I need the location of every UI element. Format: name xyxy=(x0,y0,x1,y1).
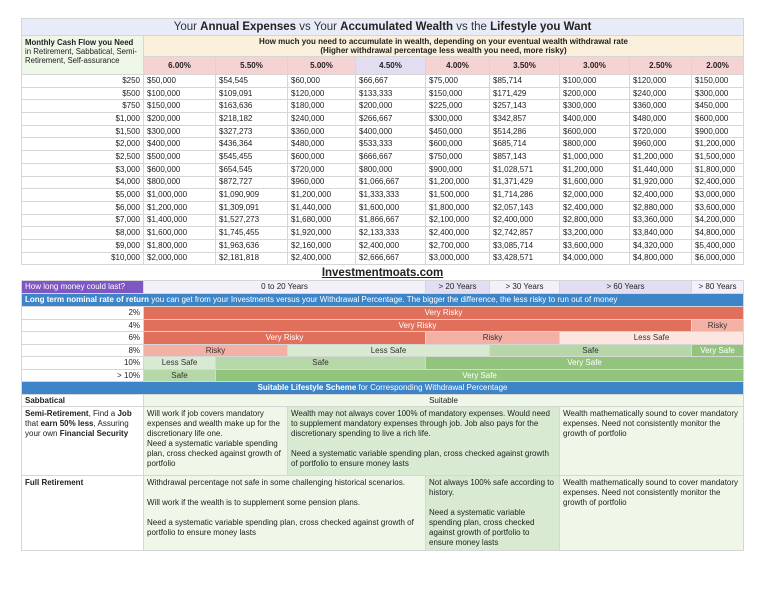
table-row xyxy=(22,189,744,202)
wealth-cell: $6,000,000 xyxy=(692,252,744,265)
table-row xyxy=(22,252,744,265)
monthly-cell: $2,500 xyxy=(22,151,144,164)
table-row xyxy=(22,227,744,240)
semi-retirement-label: Semi-Retirement, Find a Job that earn 50% less, Assuring your own Financial Security xyxy=(22,407,144,476)
wealth-cell: $1,745,455 xyxy=(216,227,288,240)
wealth-cell: $266,667 xyxy=(356,113,426,126)
wealth-cell: $342,857 xyxy=(490,113,560,126)
wealth-cell: $1,714,286 xyxy=(490,189,560,202)
risk-rate: 2% xyxy=(22,307,144,320)
rate-header: 2.50% xyxy=(630,57,692,75)
monthly-cell: $1,000 xyxy=(22,113,144,126)
wealth-cell: $200,000 xyxy=(144,113,216,126)
wealth-cell: $450,000 xyxy=(692,100,744,113)
risk-row-over-10 xyxy=(22,369,744,382)
wealth-cell: $800,000 xyxy=(144,176,216,189)
monthly-cell: $7,000 xyxy=(22,214,144,227)
table-row xyxy=(22,138,744,151)
wealth-cell: $5,400,000 xyxy=(692,239,744,252)
rate-header: 5.50% xyxy=(216,57,288,75)
wealth-cell: $2,400,000 xyxy=(288,252,356,265)
table-row xyxy=(22,87,744,100)
wealth-cell: $1,527,273 xyxy=(216,214,288,227)
risk-row-10 xyxy=(22,357,744,370)
suitable-heading-row xyxy=(22,382,744,395)
wealth-cell: $1,200,000 xyxy=(692,138,744,151)
monthly-cell: $6,000 xyxy=(22,201,144,214)
table-row xyxy=(22,100,744,113)
monthly-cell: $1,500 xyxy=(22,125,144,138)
wealth-cell: $3,360,000 xyxy=(630,214,692,227)
wealth-cell: $1,200,000 xyxy=(288,189,356,202)
wealth-cell: $133,333 xyxy=(356,87,426,100)
wealth-cell: $600,000 xyxy=(560,125,630,138)
wealth-cell: $150,000 xyxy=(692,75,744,88)
risk-row-2 xyxy=(22,307,744,320)
risk-cell: Less Safe xyxy=(288,344,490,357)
wealth-cell: $3,428,571 xyxy=(490,252,560,265)
wealth-cell: $4,800,000 xyxy=(692,227,744,240)
wealth-cell: $685,714 xyxy=(490,138,560,151)
wealth-cell: $4,800,000 xyxy=(630,252,692,265)
wealth-cell: $109,091 xyxy=(216,87,288,100)
wealth-cell: $1,963,636 xyxy=(216,239,288,252)
wealth-cell: $1,200,000 xyxy=(426,176,490,189)
wealth-cell: $1,066,667 xyxy=(356,176,426,189)
table-row xyxy=(22,239,744,252)
semi-retirement-row xyxy=(22,407,744,476)
accumulate-header: How much you need to accumulate in wealth, depending on your eventual wealth withdrawal rate (Higher withdrawal percentage less wealth you need, more risky) xyxy=(144,36,744,57)
wealth-cell: $750,000 xyxy=(426,151,490,164)
monthly-cell: $2,000 xyxy=(22,138,144,151)
wealth-cell: $1,000,000 xyxy=(144,189,216,202)
wealth-cell: $1,680,000 xyxy=(288,214,356,227)
monthly-cell: $10,000 xyxy=(22,252,144,265)
wealth-cell: $100,000 xyxy=(144,87,216,100)
wealth-cell: $225,000 xyxy=(426,100,490,113)
title-row xyxy=(22,19,744,36)
risk-cell: Safe xyxy=(216,357,426,370)
monthly-cell: $250 xyxy=(22,75,144,88)
table-row xyxy=(22,125,744,138)
wealth-cell: $436,364 xyxy=(216,138,288,151)
risk-rate: > 10% xyxy=(22,369,144,382)
wealth-cell: $1,000,000 xyxy=(560,151,630,164)
wealth-cell: $1,800,000 xyxy=(692,163,744,176)
full-retirement-mid-rate: Not always 100% safe according to history. Need a systematic variable spending plan, cross checked against growth of portfolio to ensure money lasts xyxy=(426,476,560,551)
wealth-cell: $400,000 xyxy=(356,125,426,138)
rate-header: 4.00% xyxy=(426,57,490,75)
wealth-cell: $500,000 xyxy=(144,151,216,164)
wealth-cell: $180,000 xyxy=(288,100,356,113)
wealth-cell: $1,371,429 xyxy=(490,176,560,189)
wealth-cell: $100,000 xyxy=(560,75,630,88)
wealth-cell: $514,286 xyxy=(490,125,560,138)
table-row xyxy=(22,75,744,88)
wealth-cell: $1,800,000 xyxy=(144,239,216,252)
wealth-cell: $120,000 xyxy=(630,75,692,88)
wealth-cell: $2,400,000 xyxy=(490,214,560,227)
risk-row-8 xyxy=(22,344,744,357)
full-retirement-row xyxy=(22,476,744,551)
wealth-cell: $150,000 xyxy=(426,87,490,100)
wealth-cell: $2,400,000 xyxy=(356,239,426,252)
wealth-cell: $163,636 xyxy=(216,100,288,113)
risk-cell: Very Risky xyxy=(144,307,744,320)
wealth-cell: $480,000 xyxy=(630,113,692,126)
risk-cell: Very Risky xyxy=(144,319,692,332)
monthly-cell: $9,000 xyxy=(22,239,144,252)
wealth-cell: $600,000 xyxy=(144,163,216,176)
wealth-cell: $2,100,000 xyxy=(426,214,490,227)
wealth-cell: $4,000,000 xyxy=(560,252,630,265)
risk-cell: Safe xyxy=(144,369,216,382)
rate-header: 4.50% xyxy=(356,57,426,75)
full-retirement-high-rate: Withdrawal percentage not safe in some challenging historical scenarios. Will work if the wealth is to supplement some pension plans. Need a systematic variable spending plan, cross checked against growth of portfolio to ensure money lasts xyxy=(144,476,426,551)
sabbatical-label: Sabbatical xyxy=(22,395,144,407)
wealth-cell: $85,714 xyxy=(490,75,560,88)
wealth-cell: $1,200,000 xyxy=(144,201,216,214)
table-row xyxy=(22,113,744,126)
how-long-30: > 30 Years xyxy=(490,281,560,294)
wealth-cell: $2,057,143 xyxy=(490,201,560,214)
retirement-table xyxy=(21,18,744,551)
rate-header: 5.00% xyxy=(288,57,356,75)
wealth-cell: $1,500,000 xyxy=(692,151,744,164)
wealth-cell: $1,090,909 xyxy=(216,189,288,202)
wealth-cell: $900,000 xyxy=(692,125,744,138)
wealth-cell: $2,400,000 xyxy=(630,189,692,202)
wealth-cell: $720,000 xyxy=(288,163,356,176)
wealth-cell: $480,000 xyxy=(288,138,356,151)
wealth-cell: $2,800,000 xyxy=(560,214,630,227)
wealth-cell: $600,000 xyxy=(288,151,356,164)
wealth-cell: $800,000 xyxy=(356,163,426,176)
wealth-cell: $3,600,000 xyxy=(692,201,744,214)
monthly-cell: $750 xyxy=(22,100,144,113)
how-long-label: How long money could last? xyxy=(22,281,144,294)
wealth-cell: $3,200,000 xyxy=(560,227,630,240)
wealth-cell: $900,000 xyxy=(426,163,490,176)
wealth-cell: $1,333,333 xyxy=(356,189,426,202)
risk-cell: Very Safe xyxy=(692,344,744,357)
wealth-cell: $257,143 xyxy=(490,100,560,113)
table-row xyxy=(22,151,744,164)
wealth-cell: $200,000 xyxy=(560,87,630,100)
risk-row-4 xyxy=(22,319,744,332)
wealth-cell: $171,429 xyxy=(490,87,560,100)
wealth-cell: $1,800,000 xyxy=(426,201,490,214)
wealth-cell: $666,667 xyxy=(356,151,426,164)
monthly-cell: $4,000 xyxy=(22,176,144,189)
risk-cell: Very Safe xyxy=(426,357,744,370)
how-long-80: > 80 Years xyxy=(692,281,744,294)
table-row xyxy=(22,163,744,176)
wealth-cell: $3,000,000 xyxy=(692,189,744,202)
how-long-20: > 20 Years xyxy=(426,281,490,294)
wealth-cell: $400,000 xyxy=(560,113,630,126)
wealth-cell: $60,000 xyxy=(288,75,356,88)
wealth-cell: $240,000 xyxy=(630,87,692,100)
wealth-cell: $1,400,000 xyxy=(144,214,216,227)
wealth-cell: $2,666,667 xyxy=(356,252,426,265)
wealth-cell: $360,000 xyxy=(630,100,692,113)
table-row xyxy=(22,176,744,189)
risk-cell: Risky xyxy=(692,319,744,332)
wealth-cell: $1,920,000 xyxy=(288,227,356,240)
how-long-0-20: 0 to 20 Years xyxy=(144,281,426,294)
monthly-cell: $3,000 xyxy=(22,163,144,176)
wealth-cell: $960,000 xyxy=(630,138,692,151)
wealth-cell: $3,085,714 xyxy=(490,239,560,252)
wealth-cell: $1,600,000 xyxy=(356,201,426,214)
wealth-cell: $1,028,571 xyxy=(490,163,560,176)
wealth-cell: $600,000 xyxy=(692,113,744,126)
wealth-cell: $872,727 xyxy=(216,176,288,189)
wealth-cell: $150,000 xyxy=(144,100,216,113)
monthly-cell: $5,000 xyxy=(22,189,144,202)
page-title: Your Annual Expenses vs Your Accumulated Wealth vs the Lifestyle you Want xyxy=(22,19,744,36)
wealth-cell: $533,333 xyxy=(356,138,426,151)
wealth-cell: $218,182 xyxy=(216,113,288,126)
risk-rate: 4% xyxy=(22,319,144,332)
monthly-cashflow-header: Monthly Cash Flow you Need in Retirement, Sabbatical, Semi-Retirement, Self-assurance xyxy=(22,36,144,75)
wealth-cell: $240,000 xyxy=(288,113,356,126)
wealth-cell: $960,000 xyxy=(288,176,356,189)
wealth-cell: $2,400,000 xyxy=(426,227,490,240)
wealth-cell: $720,000 xyxy=(630,125,692,138)
wealth-cell: $200,000 xyxy=(356,100,426,113)
rate-header: 6.00% xyxy=(144,57,216,75)
wealth-cell: $1,200,000 xyxy=(560,163,630,176)
wealth-cell: $400,000 xyxy=(144,138,216,151)
wealth-cell: $2,000,000 xyxy=(144,252,216,265)
wealth-cell: $360,000 xyxy=(288,125,356,138)
risk-rate: 6% xyxy=(22,332,144,345)
wealth-cell: $300,000 xyxy=(692,87,744,100)
wealth-cell: $2,133,333 xyxy=(356,227,426,240)
wealth-cell: $1,200,000 xyxy=(630,151,692,164)
long-term-heading: Long term nominal rate of return you can get from your Investments versus your Withdrawal Percentage. The bigger the difference, the less risky to run out of money xyxy=(22,294,744,307)
wealth-cell: $2,181,818 xyxy=(216,252,288,265)
rate-header: 3.00% xyxy=(560,57,630,75)
rate-header: 3.50% xyxy=(490,57,560,75)
wealth-cell: $450,000 xyxy=(426,125,490,138)
wealth-cell: $1,440,000 xyxy=(630,163,692,176)
table-row xyxy=(22,201,744,214)
sabbatical-row xyxy=(22,395,744,407)
brand-link[interactable]: Investmentmoats.com xyxy=(321,266,444,279)
wealth-cell: $300,000 xyxy=(426,113,490,126)
wealth-cell: $2,000,000 xyxy=(560,189,630,202)
how-long-60: > 60 Years xyxy=(560,281,692,294)
wealth-cell: $1,920,000 xyxy=(630,176,692,189)
long-term-row xyxy=(22,294,744,307)
risk-cell: Less Safe xyxy=(144,357,216,370)
wealth-cell: $1,600,000 xyxy=(144,227,216,240)
table-row xyxy=(22,214,744,227)
wealth-cell: $66,667 xyxy=(356,75,426,88)
wealth-cell: $50,000 xyxy=(144,75,216,88)
brand-row xyxy=(22,265,744,281)
wealth-cell: $2,160,000 xyxy=(288,239,356,252)
risk-cell: Less Safe xyxy=(560,332,744,345)
retirement-table-sheet xyxy=(21,18,743,551)
wealth-cell: $1,440,000 xyxy=(288,201,356,214)
wealth-cell: $1,866,667 xyxy=(356,214,426,227)
wealth-cell: $3,840,000 xyxy=(630,227,692,240)
wealth-cell: $3,600,000 xyxy=(560,239,630,252)
semi-retirement-low-rate: Wealth mathematically sound to cover mandatory expenses. Need not consistently monitor the growth of portfolio xyxy=(560,407,744,476)
full-retirement-low-rate: Wealth mathematically sound to cover mandatory expenses. Need not consistently monitor the growth of portfolio xyxy=(560,476,744,551)
sabbatical-value: Suitable xyxy=(144,395,744,407)
risk-rate: 8% xyxy=(22,344,144,357)
monthly-cell: $8,000 xyxy=(22,227,144,240)
wealth-cell: $300,000 xyxy=(560,100,630,113)
wealth-cell: $4,320,000 xyxy=(630,239,692,252)
risk-cell: Very Safe xyxy=(216,369,744,382)
risk-row-6 xyxy=(22,332,744,345)
wealth-cell: $2,880,000 xyxy=(630,201,692,214)
wealth-cell: $2,400,000 xyxy=(692,176,744,189)
wealth-cell: $654,545 xyxy=(216,163,288,176)
how-long-row xyxy=(22,281,744,294)
risk-cell: Risky xyxy=(426,332,560,345)
monthly-cell: $500 xyxy=(22,87,144,100)
wealth-cell: $800,000 xyxy=(560,138,630,151)
wealth-cell: $857,143 xyxy=(490,151,560,164)
wealth-cell: $2,742,857 xyxy=(490,227,560,240)
full-retirement-label: Full Retirement xyxy=(22,476,144,551)
wealth-cell: $3,000,000 xyxy=(426,252,490,265)
wealth-cell: $54,545 xyxy=(216,75,288,88)
wealth-cell: $300,000 xyxy=(144,125,216,138)
wealth-cell: $600,000 xyxy=(426,138,490,151)
wealth-cell: $120,000 xyxy=(288,87,356,100)
wealth-cell: $545,455 xyxy=(216,151,288,164)
wealth-cell: $2,700,000 xyxy=(426,239,490,252)
header-row xyxy=(22,36,744,57)
semi-retirement-high-rate: Will work if job covers mandatory expenses and wealth make up for the discretionary life one. Need a systematic variable spending plan, cross checked against growth of portfolio xyxy=(144,407,288,476)
risk-cell: Safe xyxy=(490,344,692,357)
suitable-heading: Suitable Lifestyle Scheme for Corresponding Withdrawal Percentage xyxy=(22,382,744,395)
risk-cell: Very Risky xyxy=(144,332,426,345)
risk-cell: Risky xyxy=(144,344,288,357)
rate-header: 2.00% xyxy=(692,57,744,75)
wealth-cell: $1,600,000 xyxy=(560,176,630,189)
wealth-cell: $327,273 xyxy=(216,125,288,138)
wealth-cell: $2,400,000 xyxy=(560,201,630,214)
wealth-cell: $75,000 xyxy=(426,75,490,88)
wealth-cell: $1,500,000 xyxy=(426,189,490,202)
wealth-cell: $1,309,091 xyxy=(216,201,288,214)
wealth-data xyxy=(22,75,744,265)
risk-rate: 10% xyxy=(22,357,144,370)
semi-retirement-mid-rate: Wealth may not always cover 100% of mandatory expenses. Would need to supplement mandatory expenses through job. Job also pays for the discretionary spending to live a rich life. Need a systematic variable spending plan, cross checked against growth of portfolio to ensure money lasts xyxy=(288,407,560,476)
wealth-cell: $4,200,000 xyxy=(692,214,744,227)
